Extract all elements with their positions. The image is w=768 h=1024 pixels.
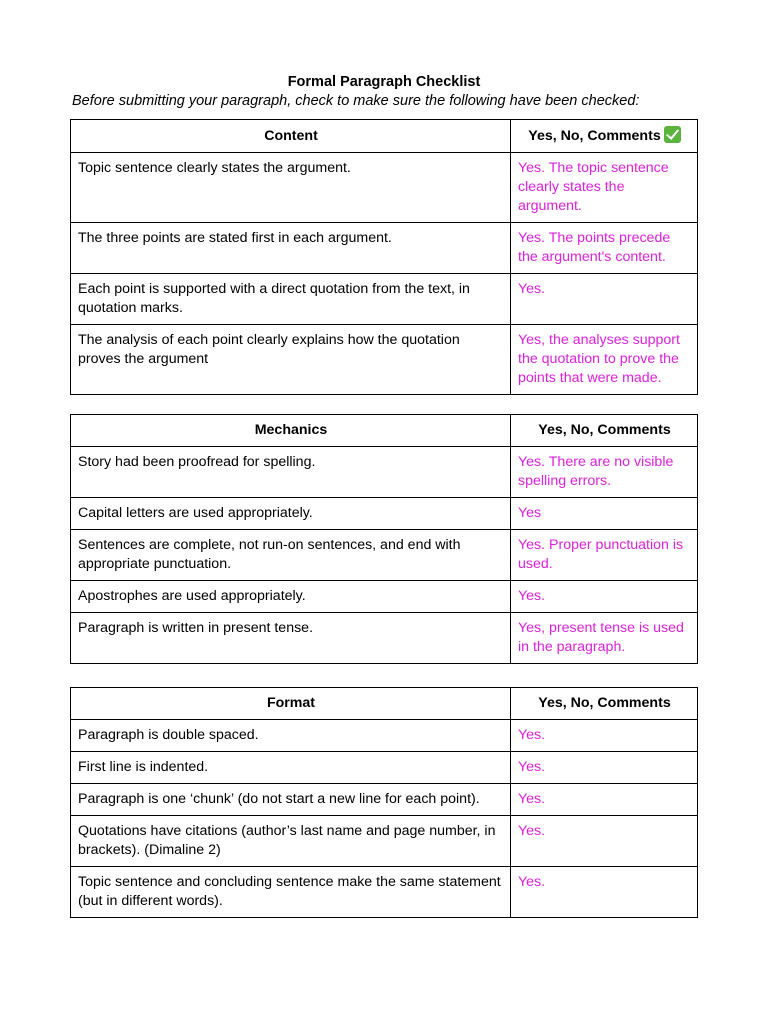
checklist-item: Paragraph is double spaced. [71,720,511,752]
table-header-row [71,120,698,153]
checklist-item: Topic sentence and concluding sentence make the same statement (but in different words). [71,867,511,918]
checklist-response: Yes. [511,752,698,784]
table-row [71,720,698,752]
table-row [71,223,698,274]
checklist-item: Paragraph is written in present tense. [71,613,511,664]
checklist-item: Paragraph is one ‘chunk’ (do not start a new line for each point). [71,784,511,816]
checklist-item: Topic sentence clearly states the argument. [71,153,511,223]
format-checklist-table [70,687,698,918]
table-row [71,816,698,867]
table-row [71,274,698,325]
table-row [71,784,698,816]
mechanics-column-header: Mechanics [71,415,511,447]
table-header-row [71,688,698,720]
checklist-response: Yes. [511,274,698,325]
checklist-response: Yes, the analyses support the quotation to prove the points that were made. [511,325,698,395]
checklist-item: Apostrophes are used appropriately. [71,581,511,613]
table-row [71,613,698,664]
checklist-response: Yes [511,498,698,530]
table-row [71,325,698,395]
format-column-header: Format [71,688,511,720]
response-header-label: Yes, No, Comments [528,128,661,144]
checklist-response: Yes, present tense is used in the paragraph. [511,613,698,664]
content-column-header: Content [71,120,511,153]
table-row [71,498,698,530]
checklist-response: Yes. The topic sentence clearly states the argument. [511,153,698,223]
document-title: Formal Paragraph Checklist [287,74,481,90]
content-checklist-table [70,119,698,395]
checklist-response: Yes. [511,867,698,918]
table-row [71,581,698,613]
table-row [71,447,698,498]
checklist-item: The analysis of each point clearly explains how the quotation proves the argument [71,325,511,395]
table-row [71,752,698,784]
checklist-response: Yes. [511,581,698,613]
checklist-response: Yes. Proper punctuation is used. [511,530,698,581]
response-column-header [511,120,698,153]
checklist-item: Story had been proofread for spelling. [71,447,511,498]
response-column-header: Yes, No, Comments [511,688,698,720]
checklist-item: First line is indented. [71,752,511,784]
checklist-item: Capital letters are used appropriately. [71,498,511,530]
checklist-response: Yes. There are no visible spelling errors. [511,447,698,498]
checklist-response: Yes. [511,784,698,816]
table-row [71,153,698,223]
checklist-item: Each point is supported with a direct quotation from the text, in quotation marks. [71,274,511,325]
checklist-item: The three points are stated first in each argument. [71,223,511,274]
response-column-header: Yes, No, Comments [511,415,698,447]
document-instructions: Before submitting your paragraph, check to make sure the following have been checked: [72,93,640,109]
mechanics-checklist-table [70,414,698,664]
table-row [71,867,698,918]
checklist-item: Quotations have citations (author’s last name and page number, in brackets). (Dimaline 2) [71,816,511,867]
table-header-row [71,415,698,447]
checklist-response: Yes. [511,816,698,867]
checklist-item: Sentences are complete, not run-on sentences, and end with appropriate punctuation. [71,530,511,581]
check-mark-icon [664,126,681,143]
checklist-response: Yes. [511,720,698,752]
table-row [71,530,698,581]
checklist-response: Yes. The points precede the argument's content. [511,223,698,274]
